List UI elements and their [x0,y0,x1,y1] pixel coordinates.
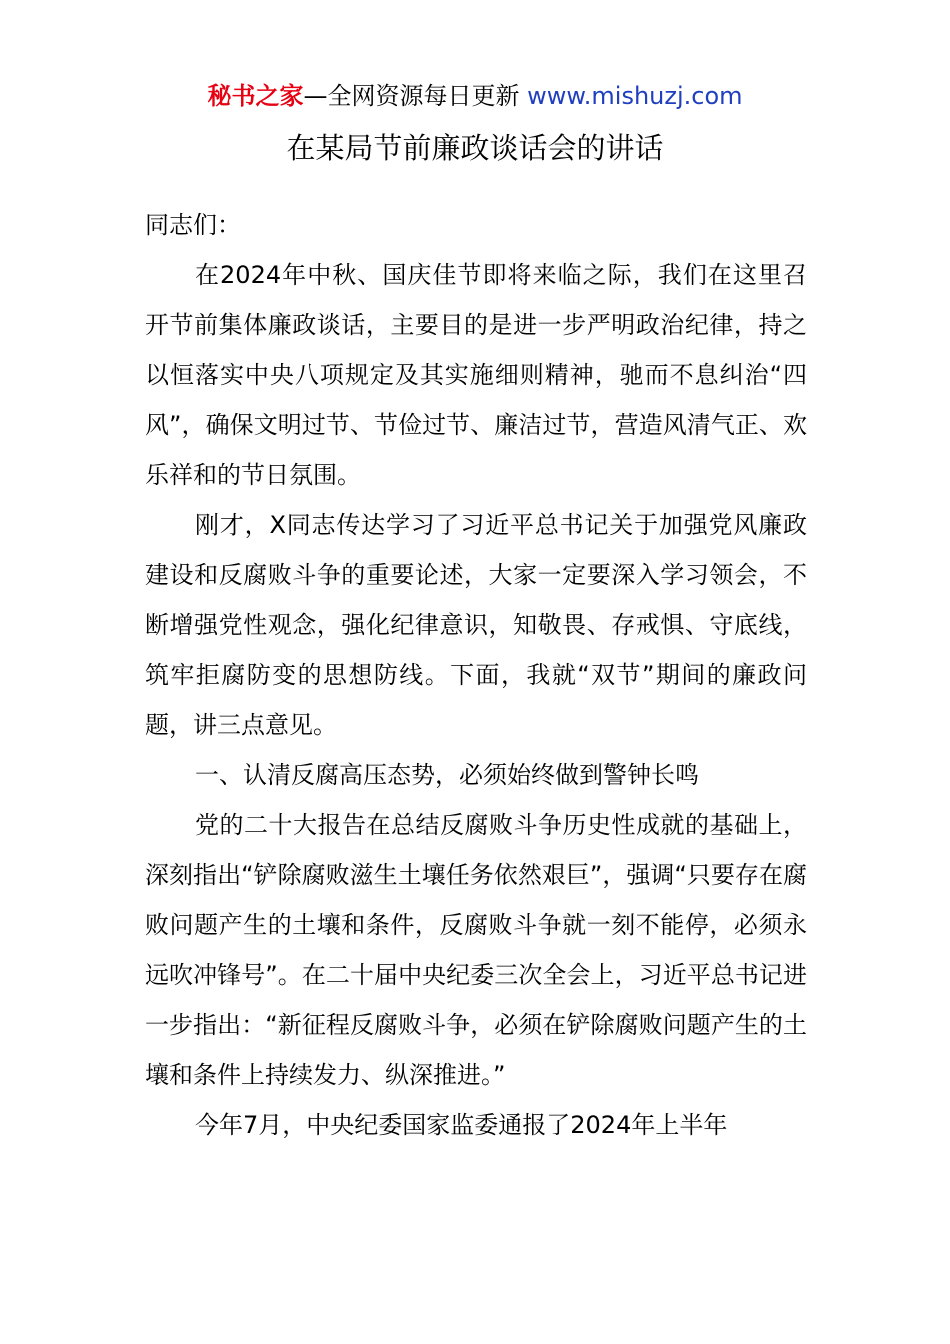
site-brand: 秘书之家 [207,82,304,110]
paragraph-1: 在2024年中秋、国庆佳节即将来临之际，我们在这里召开节前集体廉政谈话，主要目的是进一步严明政治纪律，持之以恒落实中央八项规定及其实施细则精神，驰而不息纠治“四风”，确保文明过节、节俭过节、廉洁过节，营造风清气正、欢乐祥和的节日氛围。 [145,261,807,489]
salutation: 同志们： [145,211,241,239]
document-body [145,200,807,1150]
paragraph-4: 今年7月，中央纪委国家监委通报了2024年上半年 [195,1111,728,1139]
site-slogan: —全网资源每日更新 [303,82,520,110]
site-header [0,80,950,112]
site-url-link[interactable]: www.mishuzj.com [527,82,743,110]
paragraph-3: 党的二十大报告在总结反腐败斗争历史性成就的基础上，深刻指出“铲除腐败滋生土壤任务依然艰巨”，强调“只要存在腐败问题产生的土壤和条件，反腐败斗争就一刻不能停，必须永远吹冲锋号”。在二十届中央纪委三次全会上，习近平总书记进一步指出：“新征程反腐败斗争，必须在铲除腐败问题产生的土壤和条件上持续发力、纵深推进。” [145,811,807,1089]
section-heading-1: 一、认清反腐高压态势，必须始终做到警钟长鸣 [195,761,699,789]
document-title: 在某局节前廉政谈话会的讲话 [286,131,664,165]
paragraph-2: 刚才，X同志传达学习了习近平总书记关于加强党风廉政建设和反腐败斗争的重要论述，大家一定要深入学习领会，不断增强党性观念，强化纪律意识，知敬畏、存戒惧、守底线，筑牢拒腐防变的思想防线。下面，我就“双节”期间的廉政问题，讲三点意见。 [145,511,807,739]
